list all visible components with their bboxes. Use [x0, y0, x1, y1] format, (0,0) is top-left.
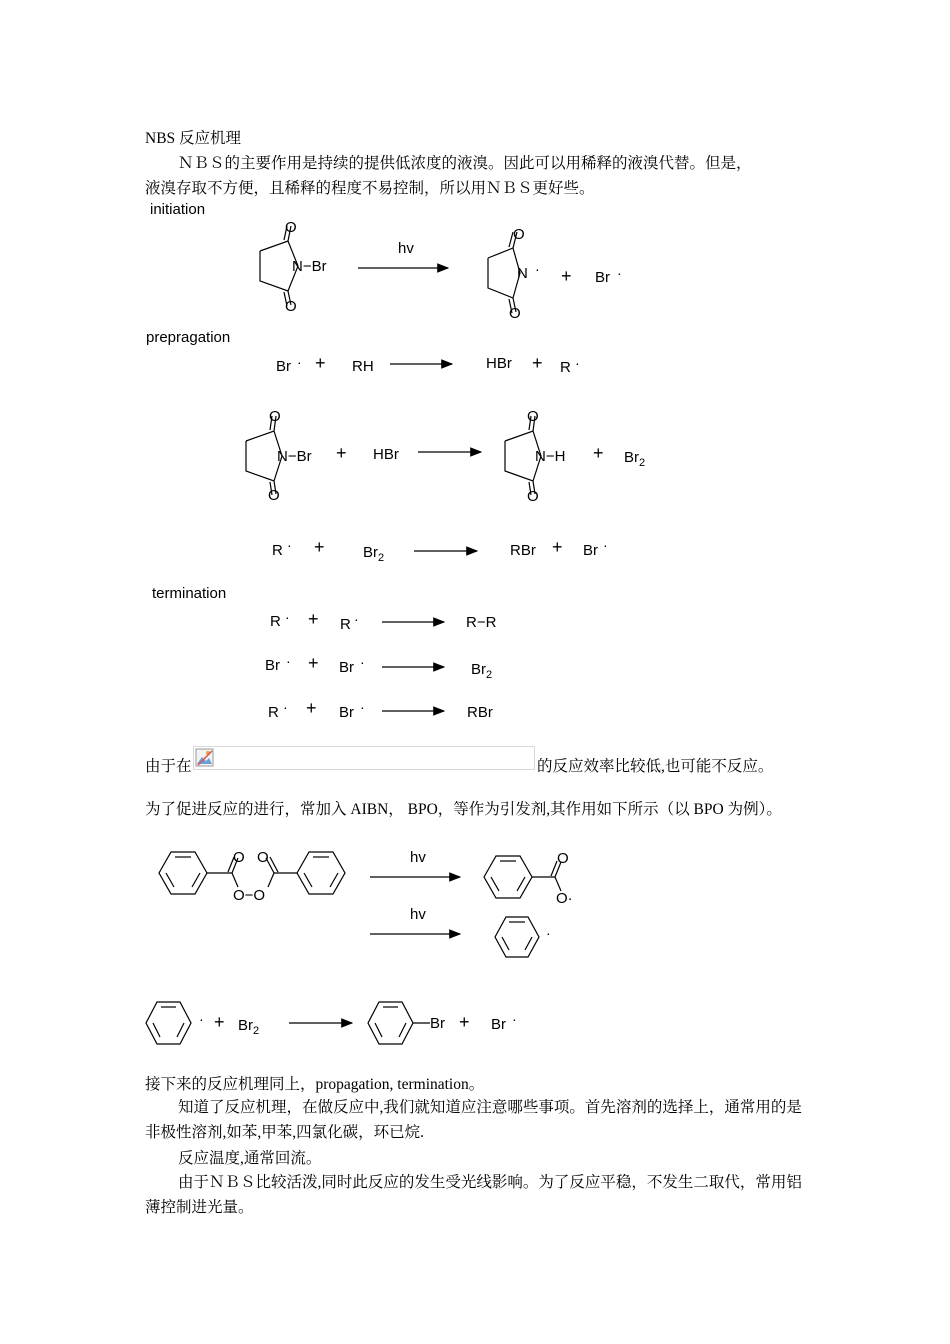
- rbr-label: RBr: [467, 704, 493, 721]
- br2-label: $Br_2$: [238, 1017, 260, 1037]
- r-r-label: R−R: [466, 614, 497, 631]
- radical-dot: ·: [354, 611, 359, 627]
- light-paragraph: 由于ＮＢＳ比较活泼,同时此反应的发生受光线影响。为了反应平稳，不发生二取代，常用铝薄控制进光量。: [145, 1174, 802, 1216]
- radical-dot: ·: [297, 354, 302, 370]
- radical-dot: ·: [575, 355, 580, 371]
- initiation-label: initiation: [150, 201, 206, 218]
- plus-sign: +: [561, 266, 572, 286]
- bpo-scheme: [0, 840, 950, 1050]
- youyu-after: 的反应效率比较低,也可能不反应。: [537, 758, 774, 775]
- br-label: Br: [583, 542, 598, 559]
- o-label: O: [513, 226, 525, 243]
- broken-image-placeholder: [193, 746, 535, 770]
- br-label: Br: [339, 704, 354, 721]
- page-title: NBS 反应机理: [145, 130, 242, 147]
- o-label: O: [509, 305, 521, 322]
- radical-dot: ·: [287, 537, 292, 553]
- o-label: O: [268, 487, 280, 504]
- benzene-ring: [297, 852, 345, 894]
- r-label: R: [340, 616, 351, 633]
- n-label: N: [517, 265, 528, 282]
- temperature-paragraph: 反应温度,通常回流。: [178, 1150, 322, 1167]
- br-label: Br: [595, 269, 610, 286]
- radical-dot: ·: [512, 1011, 517, 1027]
- rbr-label: RBr: [510, 542, 536, 559]
- radical-dot: ·: [285, 609, 290, 625]
- termination-label: termination: [152, 585, 227, 602]
- r-label: R: [560, 359, 571, 376]
- n-br-label: N−Br: [277, 448, 312, 465]
- radical-dot: ·: [360, 654, 365, 670]
- benzene-ring: [495, 917, 539, 957]
- o-label: O: [527, 408, 539, 425]
- propagation-label: prepragation: [146, 329, 231, 346]
- succinimidyl-radical-structure: [488, 232, 520, 313]
- next-line: 接下来的反应机理同上，propagation, termination。: [145, 1076, 485, 1093]
- radical-dot: ·: [199, 1011, 204, 1027]
- radical-dot: ·: [603, 537, 608, 553]
- o-label: O: [269, 408, 281, 425]
- o-label: O: [557, 850, 569, 867]
- br-label: Br: [339, 659, 354, 676]
- br2-label: $Br_2$: [624, 449, 646, 469]
- plus-sign: +: [308, 609, 319, 629]
- o-label: O: [233, 849, 245, 866]
- hv-label: hv: [410, 849, 426, 866]
- plus-sign: +: [306, 698, 317, 718]
- plus-sign: +: [336, 443, 347, 463]
- br-label: Br: [276, 358, 291, 375]
- radical-dot: ·: [286, 653, 291, 669]
- o-label: O: [257, 849, 269, 866]
- plus-sign: +: [593, 443, 604, 463]
- plus-sign: +: [314, 537, 325, 557]
- plus-sign: +: [308, 653, 319, 673]
- br-label: Br: [430, 1015, 445, 1032]
- benzene-ring: [146, 1002, 191, 1044]
- hbr-label: HBr: [373, 446, 399, 463]
- benzene-ring: [368, 1002, 413, 1044]
- aibn-paragraph: 为了促进反应的进行，常加入 AIBN， BPO，等作为引发剂,其作用如下所示（以 BPO 为例）。: [145, 801, 782, 818]
- radical-dot: ·: [617, 265, 622, 281]
- r-label: R: [268, 704, 279, 721]
- plus-sign: +: [459, 1012, 470, 1032]
- r-label: R: [270, 613, 281, 630]
- r-label: R: [272, 542, 283, 559]
- intro-line-2: 液溴存取不方便，且稀释的程度不易控制，所以用ＮＢＳ更好些。: [145, 180, 595, 197]
- hv-label: hv: [398, 240, 414, 257]
- youyu-before: 由于在: [145, 758, 192, 775]
- br2-label: $Br_2$: [363, 544, 385, 564]
- rh-label: RH: [352, 358, 374, 375]
- br-label: Br: [491, 1016, 506, 1033]
- o-label: O: [285, 298, 297, 315]
- plus-sign: +: [532, 353, 543, 373]
- broken-image-icon: [195, 748, 215, 768]
- radical-dot: ·: [546, 925, 551, 941]
- solvent-paragraph: 知道了反应机理，在做反应中,我们就知道应注意哪些事项。首先溶剂的选择上，通常用的是非极性溶剂,如苯,甲苯,四氯化碳，环已烷.: [145, 1099, 802, 1141]
- plus-sign: +: [552, 537, 563, 557]
- radical-dot: ·: [535, 261, 540, 277]
- benzene-ring: [484, 856, 532, 898]
- br-label: Br: [265, 657, 280, 674]
- plus-sign: +: [315, 353, 326, 373]
- n-br-label: N−Br: [292, 258, 327, 275]
- hbr-label: HBr: [486, 355, 512, 372]
- o-o-label: O−O: [233, 887, 266, 904]
- radical-dot: ·: [360, 699, 365, 715]
- plus-sign: +: [214, 1012, 225, 1032]
- radical-dot: ·: [283, 699, 288, 715]
- benzene-ring: [159, 852, 207, 894]
- hv-label: hv: [410, 906, 426, 923]
- n-h-label: N−H: [535, 448, 566, 465]
- br2-label: $Br_2$: [471, 661, 493, 681]
- o-label: O: [527, 488, 539, 505]
- intro-line-1: ＮＢＳ的主要作用是持续的提供低浓度的液溴。因此可以用稀释的液溴代替。但是，: [178, 155, 752, 172]
- o-radical-label: O·: [556, 890, 573, 907]
- o-label: O: [285, 219, 297, 236]
